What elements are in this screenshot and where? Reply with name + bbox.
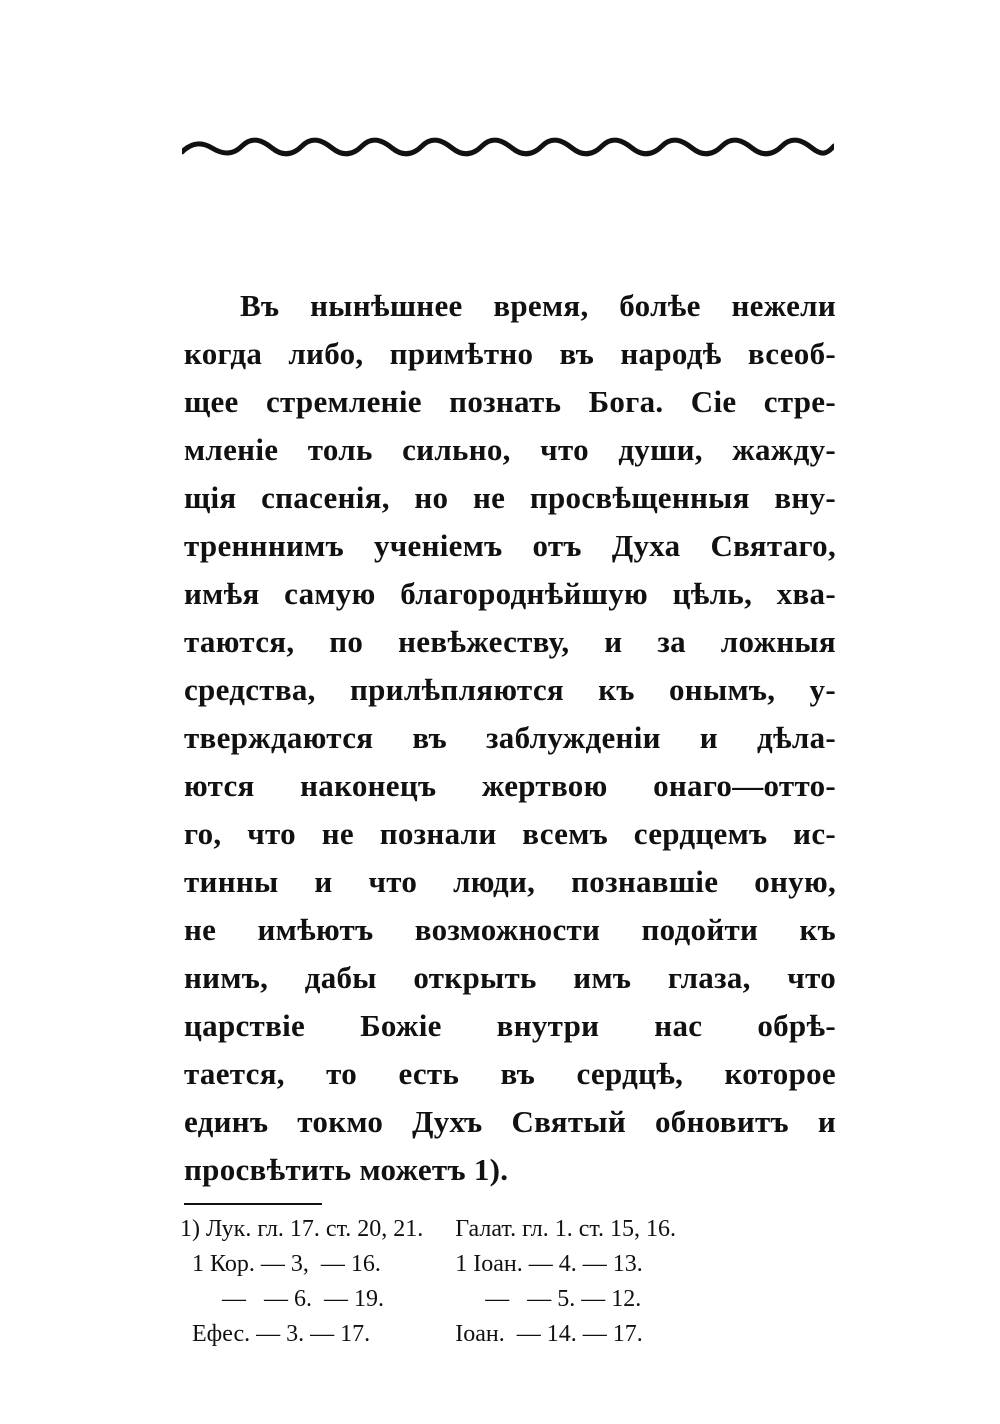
main-paragraph [184, 282, 836, 1194]
paragraph-line: единъ токмо Духъ Святый обновитъ и [184, 1104, 836, 1139]
footnote-row [180, 1317, 676, 1352]
paragraph-line: тверждаются въ заблужденіи и дѣла- [184, 720, 836, 755]
ornament-divider [182, 134, 834, 160]
footnote-ref-left: 1) Лук. гл. 17. ст. 20, 21. [180, 1216, 424, 1242]
paragraph-line: тинны и что люди, познавшіе оную, [184, 864, 836, 899]
paragraph-line: средства, прилѣпляются къ онымъ, у- [184, 672, 836, 707]
footnote-row [180, 1247, 676, 1282]
footnote-row [180, 1212, 676, 1247]
paragraph-line: Въ нынѣшнее время, болѣе нежели [240, 288, 836, 323]
paragraph-line: тренннимъ ученіемъ отъ Духа Святаго, [184, 528, 836, 563]
footnote-ref-right: Іоан. — 14. — 17. [455, 1321, 643, 1347]
paragraph-line: имѣя самую благороднѣйшую цѣль, хва- [184, 576, 836, 611]
footnote-ref-right: — — 5. — 12. [455, 1286, 642, 1312]
paragraph-line: просвѣтить можетъ 1). [184, 1152, 509, 1187]
footnote-separator [184, 1203, 322, 1205]
footnote-ref-right: Галат. гл. 1. ст. 15, 16. [455, 1216, 677, 1242]
footnote-ref-left: 1 Кор. — 3, — 16. [180, 1251, 381, 1277]
footnote-row [180, 1282, 676, 1317]
paragraph-line: таются, по невѣжеству, и за ложныя [184, 624, 836, 659]
paragraph-line: мленіе толь сильно, что души, жажду- [184, 432, 836, 467]
paragraph-line: го, что не познали всемъ сердцемъ ис- [184, 816, 836, 851]
paragraph-line: нимъ, дабы открыть имъ глаза, что [184, 960, 836, 995]
paragraph-line: когда либо, примѣтно въ народѣ всеоб- [184, 336, 836, 371]
paragraph-line: царствіе Божіе внутри нас обрѣ- [184, 1008, 836, 1043]
footnote-ref-right: 1 Іоан. — 4. — 13. [455, 1251, 643, 1277]
footnote-ref-left: — — 6. — 19. [180, 1286, 384, 1312]
paragraph-line: тается, то есть въ сердцѣ, которое [184, 1056, 836, 1091]
footnote-ref-left: Ефес. — 3. — 17. [180, 1321, 371, 1347]
paragraph-line: ются наконецъ жертвою онаго—отто- [184, 768, 836, 803]
footnotes [180, 1212, 676, 1352]
paragraph-line: щее стремленіе познать Бога. Сіе стре- [184, 384, 836, 419]
paragraph-line: не имѣютъ возможности подойти къ [184, 912, 836, 947]
paragraph-line: щія спасенія, но не просвѣщенныя вну- [184, 480, 836, 515]
